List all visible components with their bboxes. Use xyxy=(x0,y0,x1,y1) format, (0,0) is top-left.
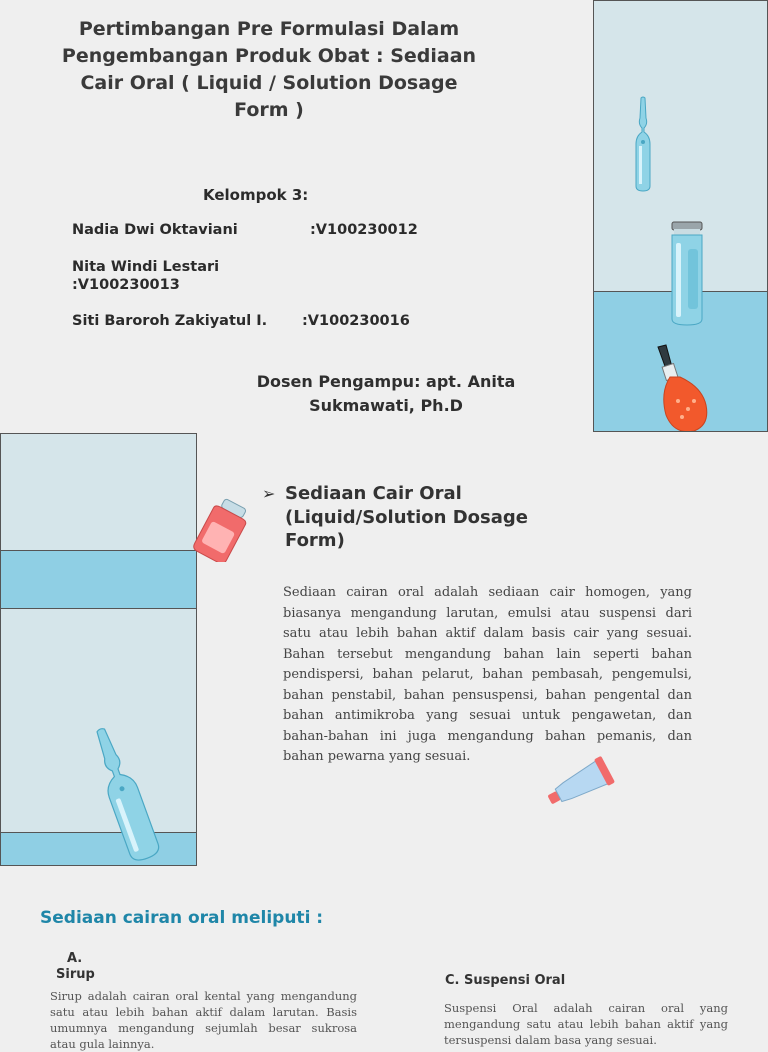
subsection-c-text: Suspensi Oral adalah cairan oral yang mengandung satu atau lebih bahan aktif yang tersuspensi dalam basa yang sesuai. xyxy=(444,1001,728,1047)
member-name: Nadia Dwi Oktaviani xyxy=(72,222,238,238)
dropper-bottle-icon xyxy=(652,343,712,432)
member-row xyxy=(72,258,252,294)
vial-icon xyxy=(668,219,706,327)
member-row xyxy=(72,221,418,239)
section-heading xyxy=(262,482,562,551)
ampoule-icon xyxy=(632,96,654,192)
member-nim: :V100230013 xyxy=(72,277,180,293)
member-name: Siti Baroroh Zakiyatul I. xyxy=(72,313,268,329)
section-heading-text: Sediaan Cair Oral (Liquid/Solution Dosage Form) xyxy=(285,483,528,551)
group-label: Kelompok 3: xyxy=(203,186,309,204)
subsection-a-title xyxy=(56,951,95,983)
member-nim: :V100230012 xyxy=(310,222,418,238)
ampoule-icon xyxy=(85,724,165,866)
subsection-letter: A. xyxy=(67,951,83,966)
list-heading: Sediaan cairan oral meliputi : xyxy=(40,908,324,928)
decorative-panel-right xyxy=(593,0,768,432)
lecturer-name: Dosen Pengampu: apt. Anita Sukmawati, Ph.D xyxy=(256,372,516,415)
ointment-tube-icon xyxy=(544,756,620,812)
slide-title: Pertimbangan Pre Formulasi Dalam Pengembangan Produk Obat : Sediaan Cair Oral ( Liquid / Solution Dosage Form ) xyxy=(61,18,477,121)
medicine-bottle-icon xyxy=(190,498,252,562)
definition-paragraph: Sediaan cairan oral adalah sediaan cair homogen, yang biasanya mengandung larutan, emulsi atau suspensi dari satu atau lebih bahan aktif dalam basis cair yang sesuai. Bahan tersebut mengandung bahan lain seperti bahan pendispersi, bahan pelarut, bahan pembasah, pengemulsi, bahan penstabil, bahan pensuspensi, bahan pengental dan bahan antimikroba yang sesuai untuk pengawetan, dan bahan-bahan ini juga mengandung bahan pemanis, dan bahan pewarna yang sesuai. xyxy=(283,585,692,764)
decorative-panel-left xyxy=(0,433,197,866)
member-nim: :V100230016 xyxy=(302,313,410,329)
subsection-c-title: C. Suspensi Oral xyxy=(445,973,566,988)
panel-band xyxy=(1,550,196,609)
arrow-bullet-icon: ➢ xyxy=(262,484,276,503)
member-name: Nita Windi Lestari xyxy=(72,259,220,275)
member-row xyxy=(72,312,410,330)
subsection-a-text: Sirup adalah cairan oral kental yang mengandung satu atau lebih bahan aktif dalam larutan. Basis umumnya mengandung sejumlah besar sukrosa atau gula lainnya. xyxy=(50,989,357,1051)
subsection-name: Sirup xyxy=(56,967,95,982)
